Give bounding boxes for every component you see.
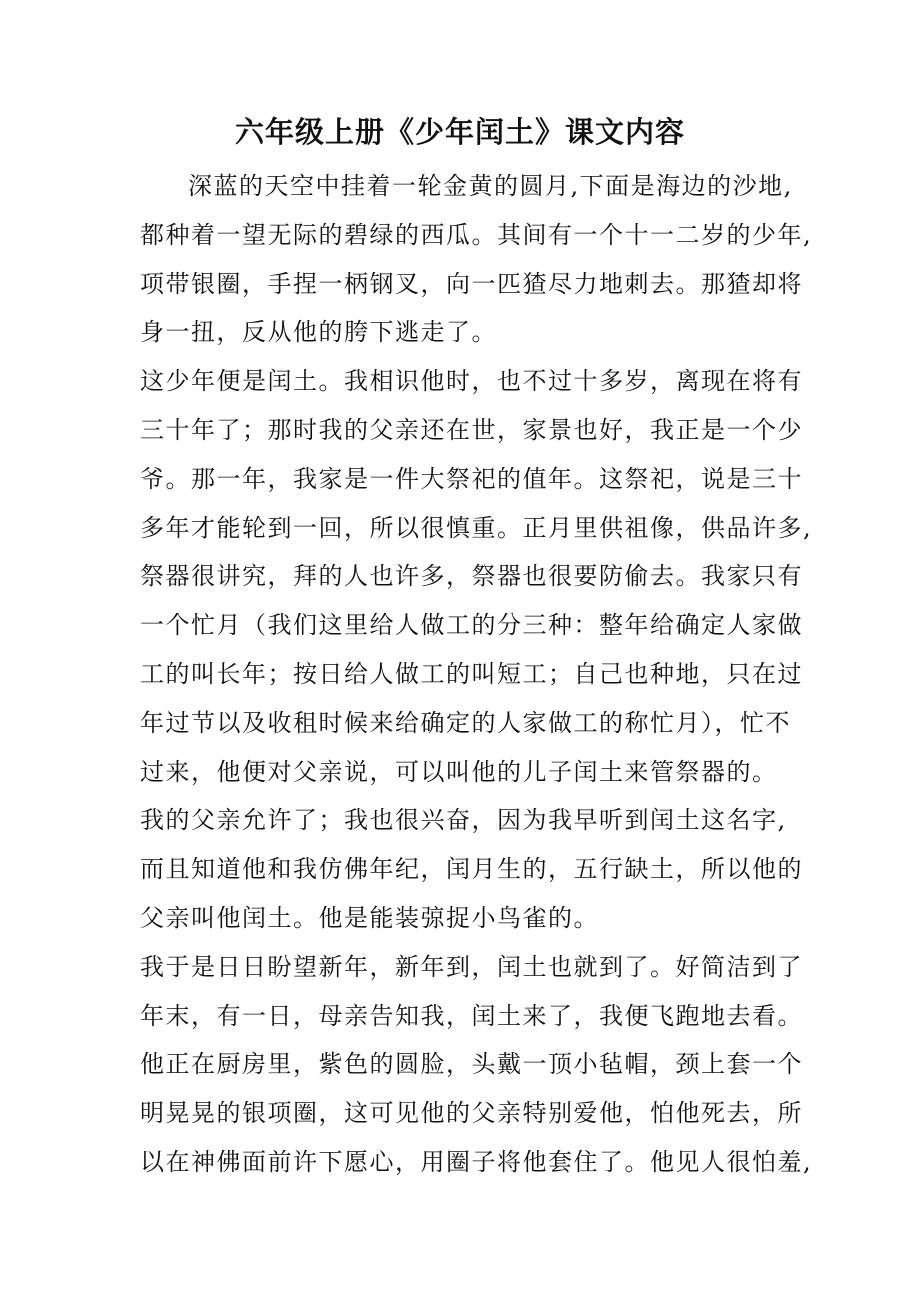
text-line: 父亲叫他闰土。他是能装弶捉小鸟雀的。 bbox=[140, 903, 599, 932]
text-line: 明晃晃的银项圈，这可见他的父亲特别爱他，怕他死去，所 bbox=[140, 1099, 803, 1128]
text-line: 年过节以及收租时候来给确定的人家做工的称忙月），忙不 bbox=[140, 708, 791, 737]
text-line: 多年才能轮到一回，所以很慎重。正月里供祖像，供品许多, bbox=[140, 513, 813, 542]
text-line: 工的叫长年；按日给人做工的叫短工；自己也种地，只在过 bbox=[140, 659, 803, 688]
document-body bbox=[140, 162, 813, 1187]
text-line: 这少年便是闰土。我相识他时，也不过十多岁，离现在将有 bbox=[140, 367, 803, 396]
text-line: 我于是日日盼望新年，新年到，闰土也就到了。好简洁到了 bbox=[140, 952, 803, 981]
text-line: 三十年了；那时我的父亲还在世，家景也好，我正是一个少 bbox=[140, 415, 803, 444]
text-line: 身一扭，反从他的胯下逃走了。 bbox=[140, 318, 497, 347]
document-title: 六年级上册《少年闰土》课文内容 bbox=[234, 115, 685, 149]
text-line: 他正在厨房里，紫色的圆脸，头戴一顶小毡帽，颈上套一个 bbox=[140, 1050, 803, 1079]
text-line: 年末，有一日，母亲告知我，闰土来了，我便飞跑地去看。 bbox=[140, 1001, 803, 1030]
text-line: 一个忙月（我们这里给人做工的分三种：整年给确定人家做 bbox=[140, 611, 803, 640]
text-line: 爷。那一年，我家是一件大祭祀的值年。这祭祀，说是三十 bbox=[140, 464, 803, 493]
text-line: 过来，他便对父亲说，可以叫他的儿子闰土来管祭器的。 bbox=[140, 757, 778, 786]
text-line: 以在神佛面前许下愿心，用圈子将他套住了。他见人很怕羞, bbox=[140, 1147, 813, 1176]
text-line: 都种着一望无际的碧绿的西瓜。其间有一个十一二岁的少年, bbox=[140, 220, 813, 249]
text-line: 深蓝的天空中挂着一轮金黄的圆月,下面是海边的沙地, bbox=[188, 172, 793, 200]
text-line: 而且知道他和我仿佛年纪，闰月生的，五行缺土，所以他的 bbox=[140, 855, 803, 884]
text-line: 项带银圈，手捏一柄钢叉，向一匹猹尽力地刺去。那猹却将 bbox=[140, 269, 803, 298]
text-line: 我的父亲允许了；我也很兴奋，因为我早听到闰土这名字, bbox=[140, 806, 787, 835]
text-line: 祭器很讲究，拜的人也许多，祭器也很要防偷去。我家只有 bbox=[140, 562, 803, 591]
